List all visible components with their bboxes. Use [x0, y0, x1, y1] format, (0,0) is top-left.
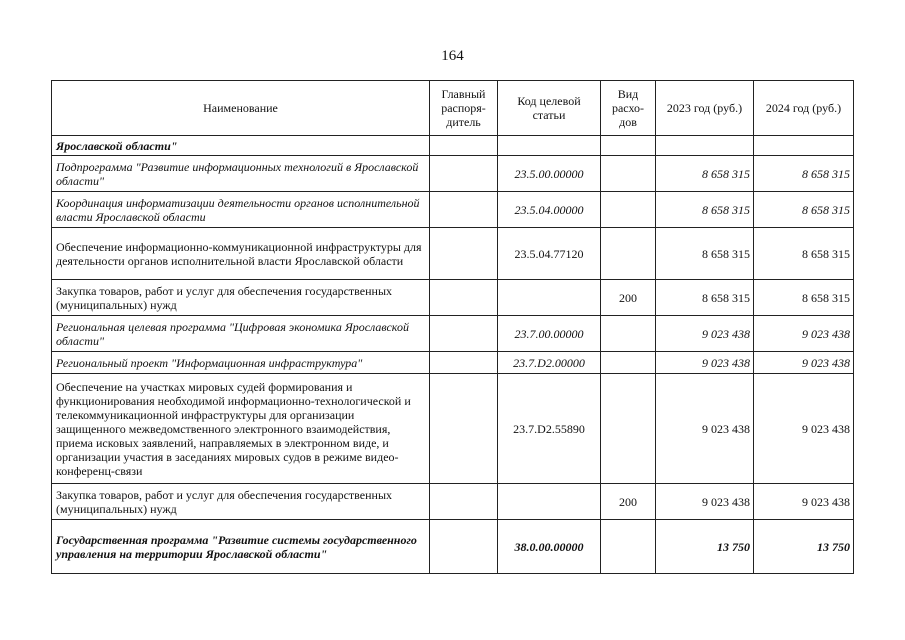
row-kod: 23.5.00.00000 — [498, 156, 601, 192]
row-name: Ярославской области" — [52, 136, 430, 156]
row-glavny — [430, 280, 498, 316]
header-kod: Код целевой статьи — [498, 81, 601, 136]
row-2023: 13 750 — [656, 520, 754, 574]
row-2024: 8 658 315 — [754, 228, 854, 280]
row-2024: 8 658 315 — [754, 156, 854, 192]
page-number: 164 — [441, 48, 464, 64]
row-name: Подпрограмма "Развитие информационных технологий в Ярославской области" — [52, 156, 430, 192]
header-name: Наименование — [52, 81, 430, 136]
row-2024: 9 023 438 — [754, 352, 854, 374]
row-kod: 38.0.00.00000 — [498, 520, 601, 574]
table-row — [52, 520, 854, 574]
row-name: Региональная целевая программа "Цифровая экономика Ярославской области" — [52, 316, 430, 352]
row-2023: 9 023 438 — [656, 374, 754, 484]
row-name: Региональный проект "Информационная инфраструктура" — [52, 352, 430, 374]
row-kod: 23.5.04.77120 — [498, 228, 601, 280]
row-vid — [601, 520, 656, 574]
row-name: Закупка товаров, работ и услуг для обеспечения государственных (муниципальных) нужд — [52, 280, 430, 316]
row-glavny — [430, 156, 498, 192]
row-2024: 8 658 315 — [754, 192, 854, 228]
row-2023: 8 658 315 — [656, 192, 754, 228]
row-vid — [601, 352, 656, 374]
row-vid — [601, 228, 656, 280]
row-name: Обеспечение на участках мировых судей формирования и функционирования необходимой информационно-технологической и телекоммуникационной инфраструктуры для организации защищенного межведомственного электронного взаимодействия, приема исковых заявлений, направляемых в электронном виде, и организации участия в заседаниях мировых судов в режиме видео-конференц-связи — [52, 374, 430, 484]
row-2023: 8 658 315 — [656, 228, 754, 280]
row-2023: 8 658 315 — [656, 280, 754, 316]
table-header-row — [52, 81, 854, 136]
row-glavny — [430, 136, 498, 156]
table-row — [52, 374, 854, 484]
row-kod: 23.5.04.00000 — [498, 192, 601, 228]
row-2024 — [754, 136, 854, 156]
row-glavny — [430, 316, 498, 352]
header-2024: 2024 год (руб.) — [754, 81, 854, 136]
row-2023: 9 023 438 — [656, 352, 754, 374]
table-row — [52, 316, 854, 352]
row-kod — [498, 484, 601, 520]
table-row — [52, 136, 854, 156]
row-2024: 13 750 — [754, 520, 854, 574]
row-glavny — [430, 352, 498, 374]
table-row — [52, 192, 854, 228]
row-glavny — [430, 192, 498, 228]
table-row — [52, 352, 854, 374]
row-name: Координация информатизации деятельности органов исполнительной власти Ярославской области — [52, 192, 430, 228]
table-row — [52, 156, 854, 192]
row-vid — [601, 156, 656, 192]
row-vid — [601, 316, 656, 352]
row-glavny — [430, 228, 498, 280]
row-2024: 9 023 438 — [754, 374, 854, 484]
row-kod: 23.7.D2.55890 — [498, 374, 601, 484]
header-glavny: Главный распоря-дитель — [430, 81, 498, 136]
row-2024: 9 023 438 — [754, 316, 854, 352]
row-kod: 23.7.00.00000 — [498, 316, 601, 352]
table-row — [52, 484, 854, 520]
row-2024: 8 658 315 — [754, 280, 854, 316]
row-2023: 9 023 438 — [656, 316, 754, 352]
header-2023: 2023 год (руб.) — [656, 81, 754, 136]
row-2023 — [656, 136, 754, 156]
budget-table — [51, 80, 854, 574]
row-glavny — [430, 484, 498, 520]
row-vid — [601, 136, 656, 156]
header-vid: Вид расхо-дов — [601, 81, 656, 136]
row-kod — [498, 136, 601, 156]
row-2023: 8 658 315 — [656, 156, 754, 192]
table-row — [52, 280, 854, 316]
row-glavny — [430, 520, 498, 574]
row-vid — [601, 192, 656, 228]
row-kod — [498, 280, 601, 316]
row-vid — [601, 374, 656, 484]
row-2023: 9 023 438 — [656, 484, 754, 520]
table-row — [52, 228, 854, 280]
row-glavny — [430, 374, 498, 484]
row-name: Закупка товаров, работ и услуг для обеспечения государственных (муниципальных) нужд — [52, 484, 430, 520]
row-kod: 23.7.D2.00000 — [498, 352, 601, 374]
row-vid: 200 — [601, 484, 656, 520]
row-name: Обеспечение информационно-коммуникационной инфраструктуры для деятельности органов исполнительной власти Ярославской области — [52, 228, 430, 280]
row-vid: 200 — [601, 280, 656, 316]
row-2024: 9 023 438 — [754, 484, 854, 520]
row-name: Государственная программа "Развитие системы государственного управления на территории Ярославской области" — [52, 520, 430, 574]
